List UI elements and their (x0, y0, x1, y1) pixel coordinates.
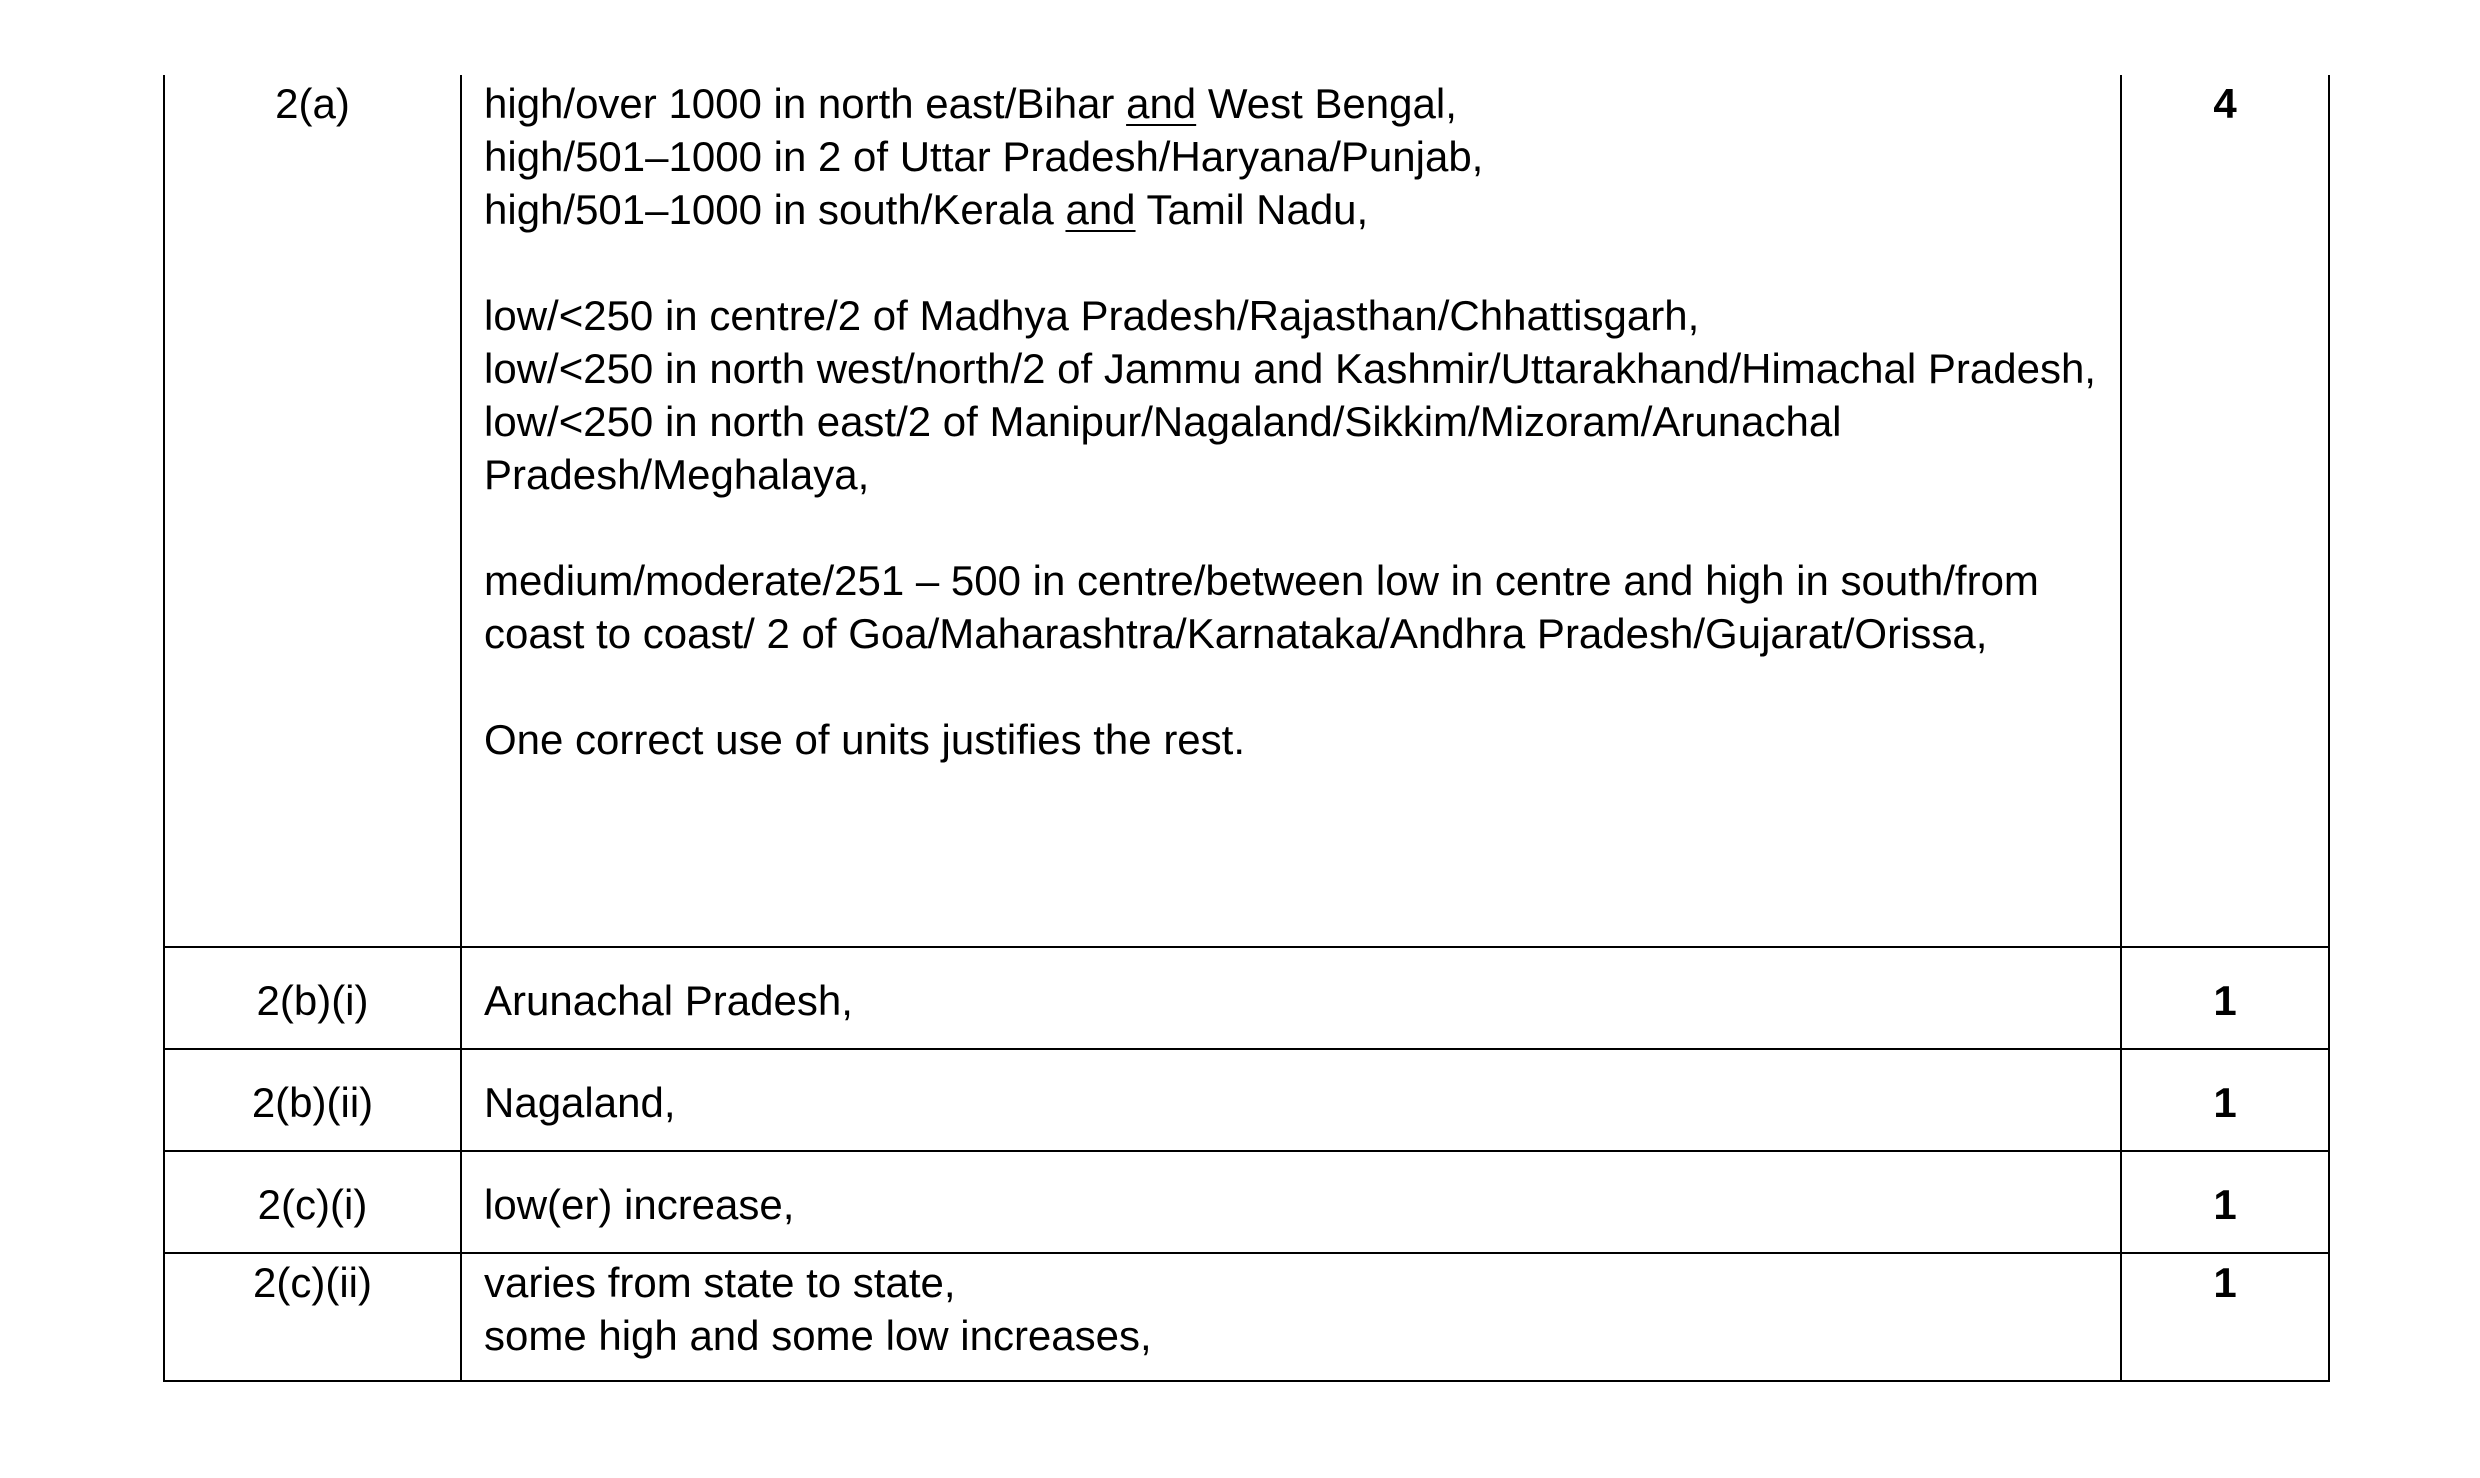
answer-line: low/<250 in north west/north/2 of Jammu and Kashmir/Uttarakhand/Himachal Pradesh, (484, 345, 2096, 392)
question-number: 2(b)(ii) (164, 1049, 461, 1151)
answer-line: some high and some low increases, (484, 1312, 1152, 1359)
answer-line: low/<250 in centre/2 of Madhya Pradesh/Rajasthan/Chhattisgarh, (484, 292, 1700, 339)
table-row (164, 75, 2329, 947)
underlined-and: and (1065, 186, 1136, 233)
question-number: 2(b)(i) (164, 947, 461, 1049)
table-row (164, 1049, 2329, 1151)
marks-cell: 1 (2121, 1151, 2329, 1253)
table-row (164, 1253, 2329, 1381)
table-row (164, 947, 2329, 1049)
table-row (164, 1151, 2329, 1253)
question-number: 2(c)(i) (164, 1151, 461, 1253)
answer-cell: Arunachal Pradesh, (461, 947, 2121, 1049)
question-number: 2(a) (164, 75, 461, 947)
mark-scheme-table (163, 75, 2330, 1382)
answer-line: varies from state to state, (484, 1259, 956, 1306)
answer-line: high/over 1000 in north east/Bihar and West Bengal, (484, 80, 1457, 127)
underlined-and: and (1126, 80, 1197, 127)
answer-cell (461, 1253, 2121, 1381)
answer-note: One correct use of units justifies the rest. (484, 716, 1246, 763)
question-number: 2(c)(ii) (164, 1253, 461, 1381)
answer-line: high/501–1000 in 2 of Uttar Pradesh/Haryana/Punjab, (484, 133, 1484, 180)
marks-cell: 4 (2121, 75, 2329, 947)
answer-line: low/<250 in north east/2 of Manipur/Nagaland/Sikkim/Mizoram/Arunachal Pradesh/Meghalaya, (484, 398, 1842, 498)
marks-cell: 1 (2121, 1253, 2329, 1381)
answer-line: medium/moderate/251 – 500 in centre/between low in centre and high in south/from coast to coast/ 2 of Goa/Maharashtra/Karnataka/Andhra Pradesh/Gujarat/Orissa, (484, 557, 2039, 657)
marks-cell: 1 (2121, 947, 2329, 1049)
answer-line: high/501–1000 in south/Kerala and Tamil Nadu, (484, 186, 1369, 233)
answer-cell (461, 75, 2121, 947)
answer-cell: Nagaland, (461, 1049, 2121, 1151)
answer-cell: low(er) increase, (461, 1151, 2121, 1253)
marks-cell: 1 (2121, 1049, 2329, 1151)
